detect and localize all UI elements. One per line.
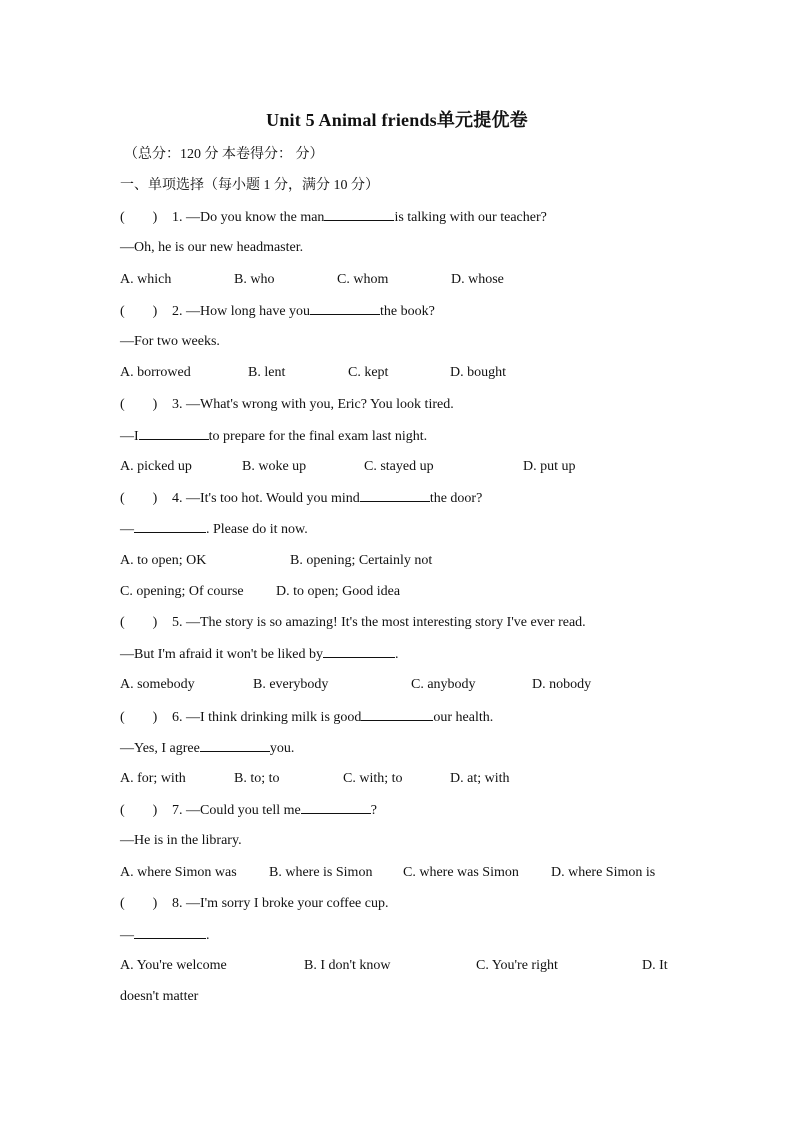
answer-blank bbox=[301, 801, 371, 814]
option-b[interactable]: B. where is Simon bbox=[269, 865, 373, 880]
answer-blank bbox=[360, 489, 430, 502]
option-d[interactable]: D. at; with bbox=[450, 771, 510, 786]
option-b[interactable]: B. lent bbox=[248, 365, 286, 380]
option-a[interactable]: A. which bbox=[120, 272, 172, 287]
question-3-stem: ( ) 3. —What's wrong with you, Eric? You look tired. bbox=[120, 397, 454, 412]
answer-blank bbox=[310, 302, 380, 315]
question-5-stem: ( ) 5. —The story is so amazing! It's the most interesting story I've ever read. bbox=[120, 615, 586, 630]
option-c[interactable]: C. opening; Of course bbox=[120, 584, 244, 599]
option-c[interactable]: C. You're right bbox=[476, 958, 558, 973]
option-b[interactable]: B. who bbox=[234, 272, 275, 287]
question-2-reply: —For two weeks. bbox=[120, 334, 220, 349]
option-d[interactable]: D. put up bbox=[523, 459, 576, 474]
section-heading: 一、单项选择（每小题 1 分，满分 10 分） bbox=[120, 178, 379, 193]
option-a[interactable]: A. where Simon was bbox=[120, 865, 237, 880]
option-a[interactable]: A. picked up bbox=[120, 459, 192, 474]
option-a[interactable]: A. borrowed bbox=[120, 365, 191, 380]
option-b[interactable]: B. to; to bbox=[234, 771, 280, 786]
question-4-stem: ( ) 4. —It's too hot. Would you mind the door? bbox=[120, 491, 483, 506]
page-title: Unit 5 Animal friends单元提优卷 bbox=[266, 110, 528, 130]
option-a[interactable]: A. somebody bbox=[120, 677, 195, 692]
question-7-stem: ( ) 7. —Could you tell me ? bbox=[120, 803, 377, 818]
option-b[interactable]: B. I don't know bbox=[304, 958, 391, 973]
question-7-reply: —He is in the library. bbox=[120, 833, 242, 848]
score-line: （总分：120 分 本卷得分： 分） bbox=[124, 147, 324, 162]
question-1-reply: —Oh, he is our new headmaster. bbox=[120, 240, 304, 255]
question-8-option-d-wrap: doesn't matter bbox=[120, 989, 199, 1004]
question-1-stem: ( ) 1. —Do you know the man is talking with our teacher? bbox=[120, 210, 547, 225]
answer-paren[interactable]: ( ) bbox=[120, 615, 158, 630]
option-c[interactable]: C. where was Simon bbox=[403, 865, 519, 880]
question-2-stem: ( ) 2. —How long have you the book? bbox=[120, 304, 435, 319]
option-c[interactable]: C. stayed up bbox=[364, 459, 434, 474]
option-d[interactable]: D. where Simon is bbox=[551, 865, 656, 880]
question-3-reply: —I to prepare for the final exam last night. bbox=[120, 429, 428, 444]
option-d[interactable]: D. nobody bbox=[532, 677, 592, 692]
option-a[interactable]: A. for; with bbox=[120, 771, 186, 786]
option-d[interactable]: D. bought bbox=[450, 365, 506, 380]
question-8-stem: ( ) 8. —I'm sorry I broke your coffee cup. bbox=[120, 896, 389, 911]
answer-paren[interactable]: ( ) bbox=[120, 397, 158, 412]
question-8-reply: — . bbox=[120, 928, 210, 943]
answer-blank bbox=[361, 708, 433, 721]
answer-paren[interactable]: ( ) bbox=[120, 803, 158, 818]
option-a[interactable]: A. to open; OK bbox=[120, 553, 207, 568]
question-5-reply: —But I'm afraid it won't be liked by . bbox=[120, 647, 399, 662]
option-c[interactable]: C. whom bbox=[337, 272, 389, 287]
answer-blank bbox=[324, 208, 394, 221]
question-4-reply: — . Please do it now. bbox=[120, 522, 308, 537]
option-a[interactable]: A. You're welcome bbox=[120, 958, 227, 973]
question-6-reply: —Yes, I agree you. bbox=[120, 741, 295, 756]
answer-paren[interactable]: ( ) bbox=[120, 304, 158, 319]
option-b[interactable]: B. everybody bbox=[253, 677, 329, 692]
option-c[interactable]: C. kept bbox=[348, 365, 389, 380]
answer-blank bbox=[139, 427, 209, 440]
option-d[interactable]: D. to open; Good idea bbox=[276, 584, 401, 599]
answer-blank bbox=[200, 739, 270, 752]
answer-paren[interactable]: ( ) bbox=[120, 491, 158, 506]
option-c[interactable]: C. with; to bbox=[343, 771, 403, 786]
option-b[interactable]: B. opening; Certainly not bbox=[290, 553, 433, 568]
answer-blank bbox=[323, 645, 395, 658]
answer-paren[interactable]: ( ) bbox=[120, 710, 158, 725]
answer-paren[interactable]: ( ) bbox=[120, 896, 158, 911]
answer-paren[interactable]: ( ) bbox=[120, 210, 158, 225]
option-c[interactable]: C. anybody bbox=[411, 677, 476, 692]
option-d[interactable]: D. whose bbox=[451, 272, 504, 287]
answer-blank bbox=[134, 520, 206, 533]
answer-blank bbox=[134, 926, 206, 939]
option-b[interactable]: B. woke up bbox=[242, 459, 307, 474]
question-6-stem: ( ) 6. —I think drinking milk is good our health. bbox=[120, 710, 494, 725]
option-d[interactable]: D. It bbox=[642, 958, 668, 973]
